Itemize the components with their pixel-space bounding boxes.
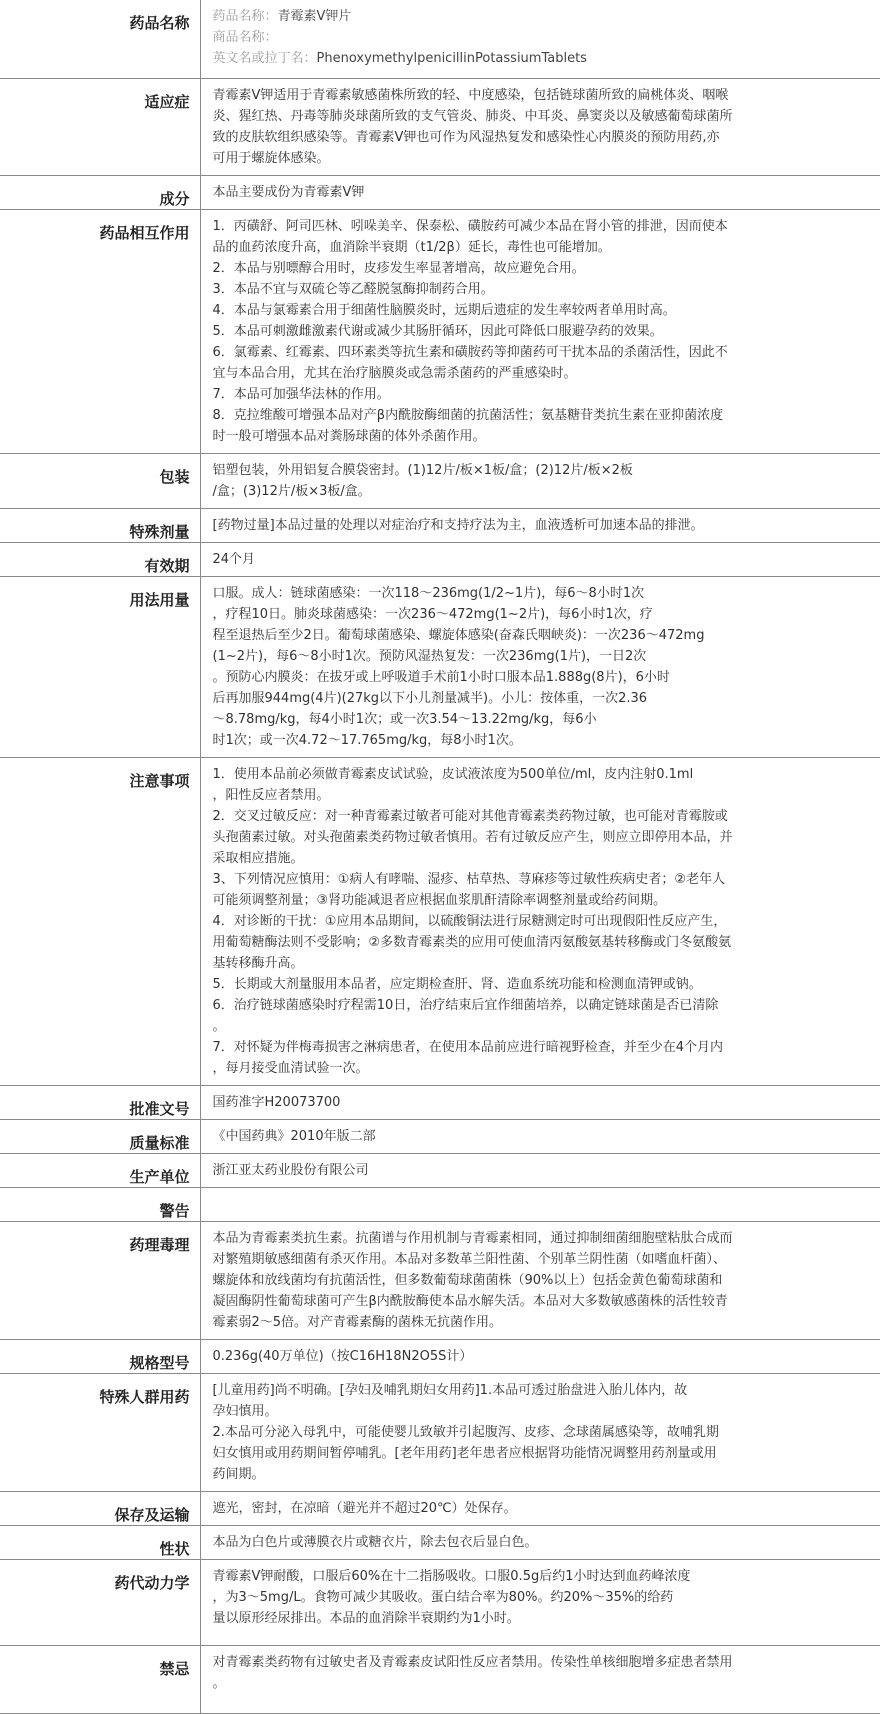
content-line: 品的血药浓度升高，血消除半衰期（t1/2β）延长，毒性也可能增加。 xyxy=(212,239,611,255)
content-line: 3、下列情况应慎用：①病人有哮喘、湿疹、枯草热、荨麻疹等过敏性疾病史者；②老年人 xyxy=(212,871,726,887)
spec-row xyxy=(0,1187,880,1221)
name-line xyxy=(213,48,851,69)
content-line: 5．本品可刺激雌激素代谢或减少其肠肝循环，因此可降低口服避孕药的效果。 xyxy=(212,323,663,339)
spec-row-content xyxy=(200,78,880,175)
content-line: 2.本品可分泌入母乳中，可能使婴儿致敏并引起腹泻、皮疹、念球菌属感染等，故哺乳期 xyxy=(212,1424,719,1440)
spec-row-content xyxy=(200,1085,880,1119)
spec-row-content xyxy=(200,542,880,576)
content-line: 。 xyxy=(212,1675,226,1691)
content-line: 基转移酶升高。 xyxy=(212,955,304,971)
content-line: 1．使用本品前必须做青霉素皮试试验，皮试液浓度为500单位/ml，皮内注射0.1ml xyxy=(212,766,694,782)
spec-row-content xyxy=(200,1339,880,1373)
content-line: 对繁殖期敏感细菌有杀灭作用。本品对多数革兰阳性菌、个别革兰阴性菌（如嗜血杆菌）、 xyxy=(212,1251,727,1267)
spec-row-label: 注意事项 xyxy=(0,757,200,1085)
name-key: 药品名称： xyxy=(212,9,278,24)
content-line: 铝塑包装，外用铝复合膜袋密封。(1)12片/板×1板/盒；(2)12片/板×2板 xyxy=(212,462,633,478)
spec-row xyxy=(0,1085,880,1119)
content-line: ，每月接受血清试验一次。 xyxy=(212,1060,369,1076)
spec-row-label: 药品相互作用 xyxy=(0,209,200,453)
spec-row xyxy=(0,1525,880,1559)
content-line: 8．克拉维酸可增强本品对产β内酰胺酶细菌的抗菌活性；氨基糖苷类抗生素在亚抑菌浓度 xyxy=(212,407,724,423)
content-line: 青霉素V钾耐酸，口服后60%在十二指肠吸收。口服0.5g后约1小时达到血药峰浓度 xyxy=(212,1568,691,1584)
content-line: 遮光，密封，在凉暗（避光并不超过20℃）处保存。 xyxy=(212,1500,517,1516)
content-line: 0.236g(40万单位)（按C16H18N2O5S计） xyxy=(212,1348,473,1364)
content-line: 6．治疗链球菌感染时疗程需10日，治疗结束后宜作细菌培养，以确定链球菌是否已清除 xyxy=(212,997,719,1013)
spec-row-label: 质量标准 xyxy=(0,1119,200,1153)
spec-row-label: 禁忌 xyxy=(0,1645,200,1713)
spec-row-content xyxy=(200,1221,880,1339)
spec-row xyxy=(0,453,880,508)
content-line: 4．本品与氯霉素合用于细菌性脑膜炎时，远期后遗症的发生率较两者单用时高。 xyxy=(212,302,676,318)
content-line: 炎、猩红热、丹毒等肺炎球菌所致的支气管炎、肺炎、中耳炎、鼻窦炎以及敏感葡萄球菌所 xyxy=(212,108,733,124)
spec-row xyxy=(0,1491,880,1525)
spec-row xyxy=(0,78,880,175)
content-line: 本品为青霉素类抗生素。抗菌谱与作用机制与青霉素相同，通过抑制细菌细胞壁粘肽合成而 xyxy=(212,1230,733,1246)
spec-row-label: 性状 xyxy=(0,1525,200,1559)
content-line: 霉素弱2～5倍。对产青霉素酶的菌株无抗菌作用。 xyxy=(212,1314,503,1330)
spec-row xyxy=(0,1221,880,1339)
content-line: 对青霉素类药物有过敏史者及青霉素皮试阳性反应者禁用。传染性单核细胞增多症患者禁用 xyxy=(212,1654,733,1670)
content-line: ，为3～5mg/L。食物可减少其吸收。蛋白结合率为80%。约20%～35%的给药 xyxy=(212,1589,674,1605)
content-line: 4．对诊断的干扰：①应用本品期间，以硫酸铜法进行尿糖测定时可出现假阳性反应产生， xyxy=(212,913,727,929)
spec-row-label: 用法用量 xyxy=(0,576,200,757)
spec-row-content xyxy=(200,209,880,453)
spec-row-content xyxy=(200,1187,880,1221)
spec-row xyxy=(0,542,880,576)
spec-row-label: 包装 xyxy=(0,453,200,508)
spec-row-label: 规格型号 xyxy=(0,1339,200,1373)
content-line: 本品主要成份为青霉素V钾 xyxy=(212,184,365,200)
spec-row xyxy=(0,1645,880,1713)
content-line: 螺旋体和放线菌均有抗菌活性，但多数葡萄球菌菌株（90%以上）包括金黄色葡萄球菌和 xyxy=(212,1272,723,1288)
spec-row-content xyxy=(200,1645,880,1713)
content-line: 妇女慎用或用药期间暂停哺乳。[老年用药]老年患者应根据肾功能情况调整用药剂量或用 xyxy=(212,1445,717,1461)
spec-row xyxy=(0,757,880,1085)
spec-row-label: 批准文号 xyxy=(0,1085,200,1119)
content-line: 。 xyxy=(212,1018,226,1034)
content-line: 《中国药典》2010年版二部 xyxy=(212,1128,376,1144)
content-line: 量以原形经尿排出。本品的血消除半衰期约为1小时。 xyxy=(212,1610,520,1626)
spec-row xyxy=(0,1559,880,1645)
spec-row xyxy=(0,0,880,78)
spec-row xyxy=(0,1373,880,1491)
content-line: 口服。成人：链球菌感染：一次118～236mg(1/2~1片)，每6～8小时1次 xyxy=(212,585,645,601)
spec-row-content xyxy=(200,576,880,757)
name-line xyxy=(213,27,851,48)
spec-row-content xyxy=(200,1153,880,1187)
content-line: ，疗程10日。肺炎球菌感染：一次236～472mg(1~2片)，每6小时1次，疗 xyxy=(212,606,653,622)
content-line: ～8.78mg/kg，每4小时1次；或一次3.54～13.22mg/kg，每6小 xyxy=(212,711,597,727)
spec-row xyxy=(0,209,880,453)
name-value: 青霉素V钾片 xyxy=(277,9,352,24)
content-line: 可能须调整剂量；③肾功能减退者应根据血浆肌酐清除率调整剂量或给药间期。 xyxy=(212,892,667,908)
content-line: 程至退热后至少2日。葡萄球菌感染、螺旋体感染(奋森氏咽峡炎)：一次236～472mg xyxy=(212,627,705,643)
spec-row xyxy=(0,508,880,542)
spec-row-label: 药代动力学 xyxy=(0,1559,200,1645)
content-line: 3．本品不宜与双硫仑等乙醛脱氢酶抑制药合用。 xyxy=(212,281,494,297)
spec-row-content xyxy=(200,175,880,209)
content-line: 致的皮肤软组织感染等。青霉素V钾也可作为风湿热复发和感染性心内膜炎的预防用药,亦 xyxy=(212,129,720,145)
content-line: [儿童用药]尚不明确。[孕妇及哺乳期妇女用药]1.本品可透过胎盘进入胎儿体内，故 xyxy=(212,1382,688,1398)
content-line: 可用于螺旋体感染。 xyxy=(212,150,330,166)
spec-row xyxy=(0,1339,880,1373)
spec-row-label: 警告 xyxy=(0,1187,200,1221)
spec-row-label: 药理毒理 xyxy=(0,1221,200,1339)
spec-row-label: 生产单位 xyxy=(0,1153,200,1187)
content-line: (1~2片)，每6～8小时1次。预防风湿热复发：一次236mg(1片)，一日2次 xyxy=(212,648,647,664)
content-line: 宜与本品合用，尤其在治疗脑膜炎或急需杀菌药的严重感染时。 xyxy=(212,365,577,381)
content-line: 国药准字H20073700 xyxy=(212,1094,341,1110)
spec-row-label: 适应症 xyxy=(0,78,200,175)
content-line: 5．长期或大剂量服用本品者，应定期检查肝、肾、造血系统功能和检测血清钾或钠。 xyxy=(212,976,702,992)
spec-row xyxy=(0,175,880,209)
spec-row xyxy=(0,576,880,757)
name-value: PhenoxymethylpenicillinPotassiumTablets xyxy=(316,51,587,66)
spec-row-label: 特殊剂量 xyxy=(0,508,200,542)
content-line: 采取相应措施。 xyxy=(212,850,304,866)
content-line: 2．本品与别嘌醇合用时，皮疹发生率显著增高，故应避免合用。 xyxy=(212,260,585,276)
content-line: 24个月 xyxy=(212,551,256,567)
content-line: 时1次；或一次4.72～17.765mg/kg，每8小时1次。 xyxy=(212,732,522,748)
content-line: 本品为白色片或薄膜衣片或糖衣片，除去包衣后显白色。 xyxy=(212,1534,538,1550)
content-line: 头孢菌素过敏。对头孢菌素类药物过敏者慎用。若有过敏反应产生，则应立即停用本品，并 xyxy=(212,829,733,845)
name-key: 英文名或拉丁名： xyxy=(212,51,317,66)
content-line: 。预防心内膜炎：在拔牙或上呼吸道手术前1小时口服本品1.888g(8片)，6小时 xyxy=(212,669,670,685)
spec-row-content xyxy=(200,453,880,508)
name-line xyxy=(213,6,851,27)
content-line: [药物过量]本品过量的处理以对症治疗和支持疗法为主，血液透析可加速本品的排泄。 xyxy=(212,517,704,533)
spec-row-content xyxy=(200,508,880,542)
spec-row-label: 有效期 xyxy=(0,542,200,576)
content-line: 后再加服944mg(4片)(27kg以下小儿剂量减半)。小儿：按体重，一次2.36 xyxy=(212,690,648,706)
content-line: 7．对怀疑为伴梅毒损害之淋病患者，在使用本品前应进行暗视野检查，并至少在4个月内 xyxy=(212,1039,724,1055)
content-line: 药间期。 xyxy=(212,1466,265,1482)
content-line: 孕妇慎用。 xyxy=(212,1403,278,1419)
spec-row-label: 药品名称 xyxy=(0,0,200,78)
content-line: 凝固酶阴性葡萄球菌可产生β内酰胺酶使本品水解失活。本品对大多数敏感菌株的活性较青 xyxy=(212,1293,728,1309)
content-line: 青霉素V钾适用于青霉素敏感菌株所致的轻、中度感染，包括链球菌所致的扁桃体炎、咽喉 xyxy=(212,87,729,103)
spec-row-label: 成分 xyxy=(0,175,200,209)
spec-row-content xyxy=(200,1373,880,1491)
spec-row-content xyxy=(200,757,880,1085)
spec-row-label: 特殊人群用药 xyxy=(0,1373,200,1491)
content-line: 1．丙磺舒、阿司匹林、吲哚美辛、保泰松、磺胺药可减少本品在肾小管的排泄，因而使本 xyxy=(212,218,728,234)
content-line: ，阳性反应者禁用。 xyxy=(212,787,330,803)
name-key: 商品名称： xyxy=(212,30,278,45)
spec-row-content xyxy=(200,1491,880,1525)
content-line: /盒；(3)12片/板×3板/盒。 xyxy=(212,483,371,499)
spec-row-content xyxy=(200,1559,880,1645)
spec-row-content xyxy=(200,1119,880,1153)
spec-row xyxy=(0,1153,880,1187)
content-line: 2．交叉过敏反应：对一种青霉素过敏者可能对其他青霉素类药物过敏，也可能对青霉胺或 xyxy=(212,808,728,824)
content-line: 时一般可增强本品对粪肠球菌的体外杀菌作用。 xyxy=(212,428,486,444)
content-line: 7．本品可加强华法林的作用。 xyxy=(212,386,390,402)
spec-row-label: 保存及运输 xyxy=(0,1491,200,1525)
content-line: 浙江亚太药业股份有限公司 xyxy=(212,1162,369,1178)
content-line: 用葡萄糖酶法则不受影响；②多数青霉素类的应用可使血清丙氨酸氨基转移酶或门冬氨酸氨 xyxy=(212,934,732,950)
spec-row xyxy=(0,1119,880,1153)
spec-row-content xyxy=(200,1525,880,1559)
spec-row-content xyxy=(200,0,880,78)
content-line: 6．氯霉素、红霉素、四环素类等抗生素和磺胺药等抑菌药可干扰本品的杀菌活性，因此不 xyxy=(212,344,728,360)
